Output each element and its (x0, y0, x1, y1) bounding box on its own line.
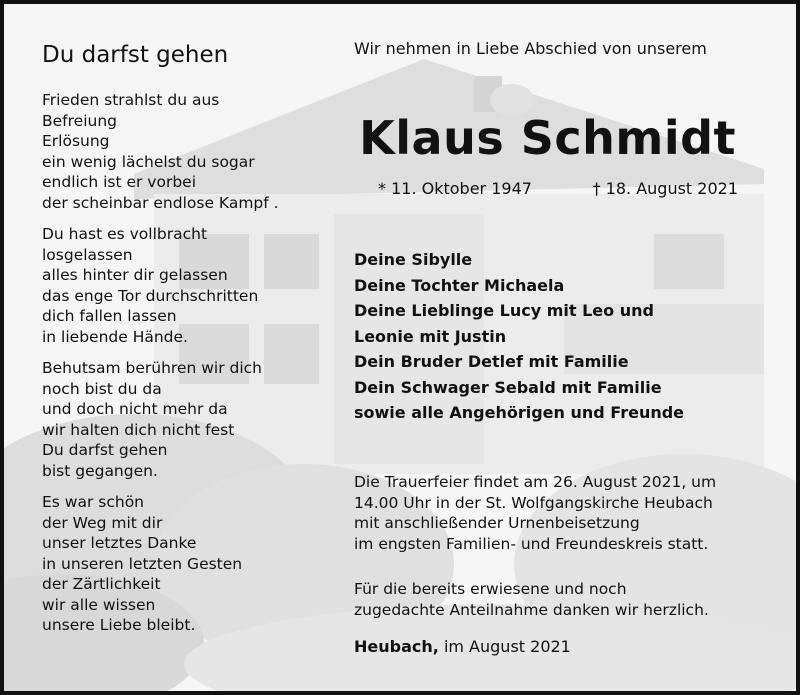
poem-line: dich fallen lassen (42, 307, 177, 325)
mourner-line: Dein Bruder Detlef mit Familie (354, 352, 629, 371)
funeral-line: mit anschließender Urnenbeisetzung (354, 514, 640, 532)
mourner-line: Dein Schwager Sebald mit Familie (354, 377, 662, 397)
thanks-note (354, 579, 709, 620)
poem-line: unsere Liebe bleibt. (42, 616, 196, 634)
poem-line: noch bist du da (42, 379, 162, 398)
mourner-line: sowie alle Angehörigen und Freunde (354, 403, 685, 422)
poem-line: bist gegangen. (42, 461, 158, 480)
poem-line: Es war schön (42, 493, 144, 511)
poem-title: Du darfst gehen (42, 42, 229, 68)
poem-line: der scheinbar endlose Kampf . (42, 193, 279, 212)
deceased-name: Klaus Schmidt (359, 111, 736, 165)
place-city: Heubach, (354, 637, 439, 656)
mourner-line: Deine Tochter Michaela (354, 275, 565, 295)
poem-line: endlich ist er vorbei (42, 173, 197, 191)
funeral-line: 14.00 Uhr in der St. Wolfgangskirche Heubach (354, 493, 713, 512)
poem-line: und doch nicht mehr da (42, 400, 228, 418)
poem-line: ein wenig lächelst du sogar (42, 152, 255, 171)
poem (42, 90, 279, 647)
poem-line: wir alle wissen (42, 595, 156, 614)
poem-line: wir halten dich nicht fest (42, 420, 235, 439)
poem-line: Du hast es vollbracht (42, 225, 208, 243)
poem-stanza (42, 224, 279, 347)
poem-line: der Weg mit dir (42, 513, 163, 532)
poem-line: in unseren letzten Gesten (42, 554, 243, 573)
place-date (354, 636, 571, 658)
mourners-list (354, 247, 684, 426)
poem-line: in liebende Hände. (42, 327, 188, 346)
funeral-info (354, 472, 716, 554)
poem-line: alles hinter dir gelassen (42, 266, 228, 284)
intro-text: Wir nehmen in Liebe Abschied von unserem (354, 39, 707, 58)
mourner-line: Leonie mit Justin (354, 326, 507, 346)
thanks-line: zugedachte Anteilnahme danken wir herzlich. (354, 600, 709, 619)
poem-line: Erlösung (42, 132, 110, 150)
poem-stanza (42, 358, 279, 481)
poem-stanza (42, 90, 279, 213)
mourner-line: Deine Sibylle (354, 250, 473, 269)
place-month: im August 2021 (443, 637, 571, 656)
death-date: † 18. August 2021 (592, 179, 738, 198)
poem-line: der Zärtlichkeit (42, 575, 161, 593)
funeral-line: im engsten Familien- und Freundeskreis statt. (354, 534, 709, 553)
poem-line: Du darfst gehen (42, 441, 168, 459)
funeral-line: Die Trauerfeier findet am 26. August 2021, um (354, 473, 717, 491)
mourner-line: Deine Lieblinge Lucy mit Leo und (354, 301, 654, 320)
poem-line: Behutsam berühren wir dich (42, 359, 262, 377)
poem-line: Befreiung (42, 111, 117, 130)
poem-line: unser letztes Danke (42, 534, 197, 552)
birth-date: * 11. Oktober 1947 (378, 179, 532, 198)
thanks-line: Für die bereits erwiesene und noch (354, 580, 627, 598)
poem-line: das enge Tor durchschritten (42, 286, 259, 305)
poem-line: losgelassen (42, 245, 133, 264)
poem-line: Frieden strahlst du aus (42, 91, 220, 109)
poem-stanza (42, 492, 279, 636)
